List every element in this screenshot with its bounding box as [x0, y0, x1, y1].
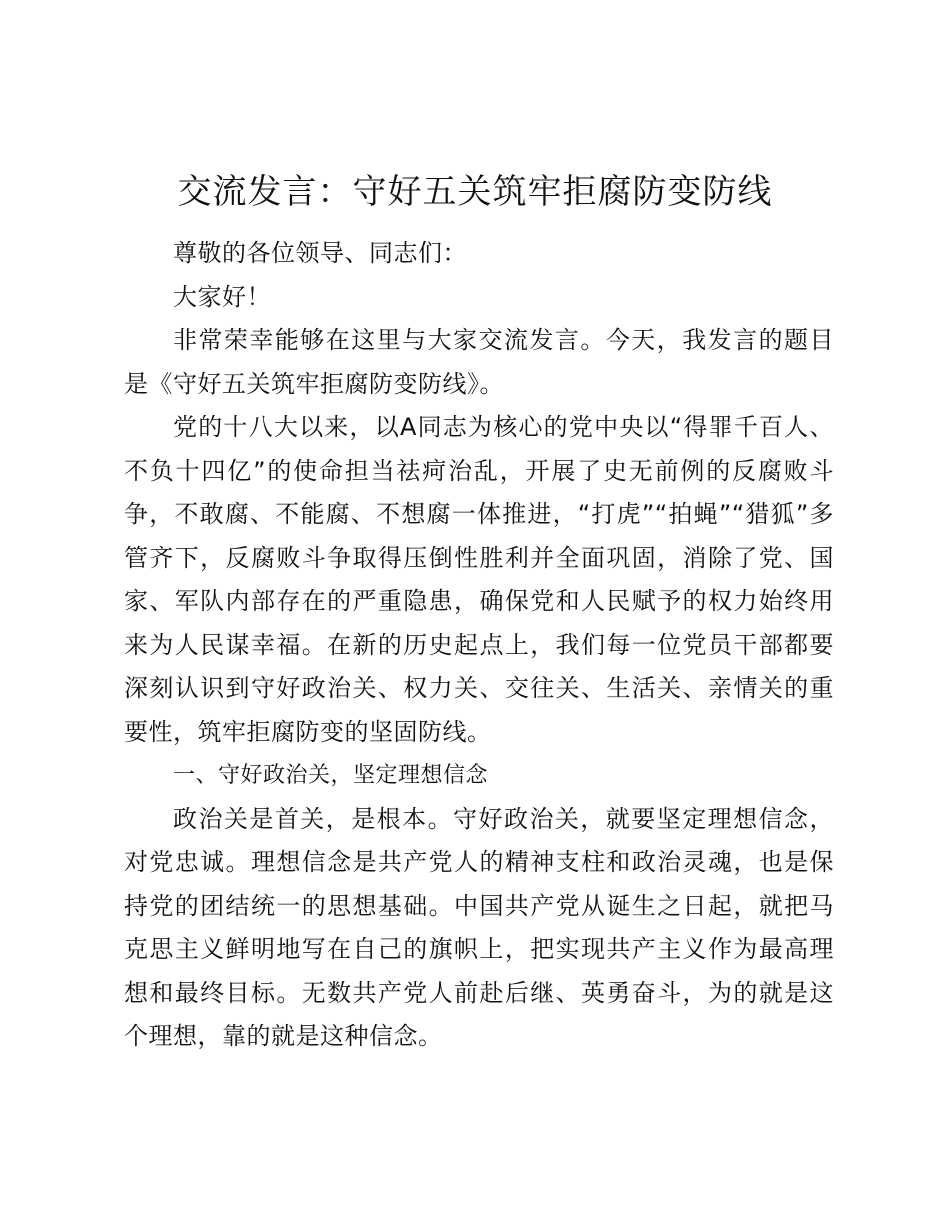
section-heading: 一、守好政治关，坚定理想信念 — [173, 763, 489, 788]
section-paragraph: 政治关是首关，是根本。守好政治关，就要坚定理想信念，对党忠诚。理想信念是共产党人的精神支柱和政治灵魂，也是保持党的团结统一的思想基础。中国共产党从诞生之日起，就把马克思主义鲜明地写在自己的旗帜上，把实现共产主义作为最高理想和最终目标。无数共产党人前赴后继、英勇奋斗，为的就是这个理想，靠的就是这种信念。 — [124, 804, 834, 1050]
salutation: 尊敬的各位领导、同志们： — [173, 239, 467, 267]
paragraph-intro: 非常荣幸能够在这里与大家交流发言。今天，我发言的题目是《守好五关筑牢拒腐防变防线》。 — [124, 326, 834, 398]
document-title: 交流发言：守好五关筑牢拒腐防变防线 — [177, 172, 773, 212]
document-body — [124, 232, 834, 1059]
paragraph-background: 党的十八大以来，以A同志为核心的党中央以“得罪千百人、不负十四亿”的使命担当祛疴治乱，开展了史无前例的反腐败斗争，不敢腐、不能腐、不想腐一体推进，“打虎”“拍蝇”“猎狐”多管齐下，反腐败斗争取得压倒性胜利并全面巩固，消除了党、国家、军队内部存在的严重隐患，确保党和人民赋予的权力始终用来为人民谋幸福。在新的历史起点上，我们每一位党员干部都要深刻认识到守好政治关、权力关、交往关、生活关、亲情关的重要性，筑牢拒腐防变的坚固防线。 — [124, 413, 834, 746]
greeting: 大家好！ — [173, 282, 271, 311]
